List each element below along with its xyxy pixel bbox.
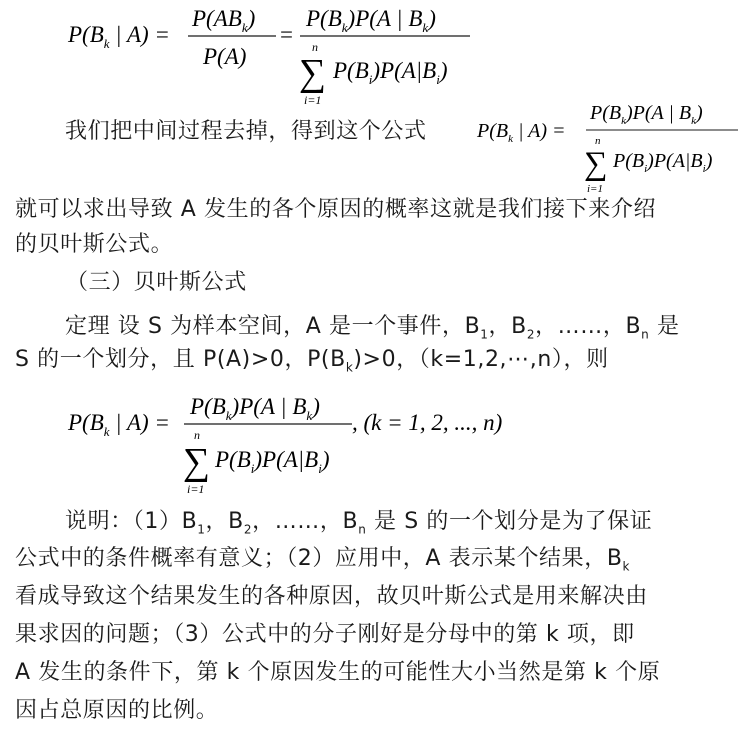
paragraph-remove-process: 我们把中间过程去掉，得到这个公式 — [65, 119, 427, 144]
note-line-4: 果求因的问题；（3）公式中的分子刚好是分母中的第 k 项，即 — [15, 622, 635, 647]
eq3-k-range: , (k = 1, 2, ..., n) — [352, 410, 503, 435]
paragraph-reason-line-1: 就可以求出导致 A 发生的各个原因的概率这就是我们接下来介绍 — [15, 197, 657, 222]
bayes-formula-inline — [0, 95, 747, 195]
eq1-frac2-denominator: $P(B_i)P(A|B_i)$ — [333, 58, 448, 87]
eq2-sum-lower: i=1 — [587, 183, 603, 195]
eq1-sum-upper: n — [312, 40, 318, 54]
eq3-numerator: $P(B_k)P(A$ | $B_k$) — [190, 394, 320, 423]
note-line-6: 因占总原因的比例。 — [15, 698, 219, 723]
eq1-lhs: $P(B_k$ | A) = — [68, 22, 170, 51]
eq1-frac1-denominator: P(A) — [203, 44, 247, 69]
section-heading: （三）贝叶斯公式 — [66, 270, 247, 295]
theorem-line-1: 定理 设 S 为样本空间，A 是一个事件，$B_1$，$B_2$，……，$B_n$ 是 — [65, 314, 680, 342]
eq1-sum-lower: i=1 — [304, 93, 322, 107]
eq2-numerator: $P(B_k)P(A$ | $B_k$) — [590, 102, 703, 127]
note-line-3: 看成导致这个结果发生的各种原因，故贝叶斯公式是用来解决由 — [15, 584, 648, 609]
eq2-lhs: $P(B_k$ | A) = — [477, 120, 566, 145]
eq1-frac1-numerator: $P(AB_k)$ — [192, 6, 256, 35]
bayes-formula-display — [0, 380, 747, 500]
eq1-sum-sign: ∑ — [299, 52, 327, 94]
note-line-1: 说明：$(1)B_1$，$B_2$，……，$B_n$ 是 S 的一个划分是为了保证 — [65, 509, 653, 537]
eq3-sum-upper: n — [194, 428, 200, 442]
eq1-frac2-numerator: $P(B_k)P(A$ | $B_k$) — [306, 6, 436, 35]
eq1-equals: = — [280, 22, 293, 47]
note-line-5: A 发生的条件下，第 k 个原因发生的可能性大小当然是第 k 个原 — [15, 660, 661, 685]
eq3-sum-lower: i=1 — [187, 482, 205, 496]
theorem-line-2: S 的一个划分，且 P(A)>0，$P(B_k)>0$，（k=1,2,⋯,n），则 — [15, 347, 609, 375]
eq3-sum-sign: ∑ — [183, 441, 211, 483]
eq2-sum-sign: ∑ — [584, 146, 608, 182]
note-line-2: 公式中的条件概率有意义；（2）应用中，A 表示某个结果，$B_k$ — [15, 546, 631, 574]
eq3-lhs: $P(B_k$ | A) = — [68, 410, 170, 439]
eq3-denominator: $P(B_i)P(A|B_i)$ — [215, 447, 330, 476]
paragraph-reason-line-2: 的贝叶斯公式。 — [15, 232, 174, 257]
eq2-denominator: $P(B_i)P(A|B_i)$ — [613, 150, 713, 175]
eq2-sum-upper: n — [595, 135, 601, 147]
